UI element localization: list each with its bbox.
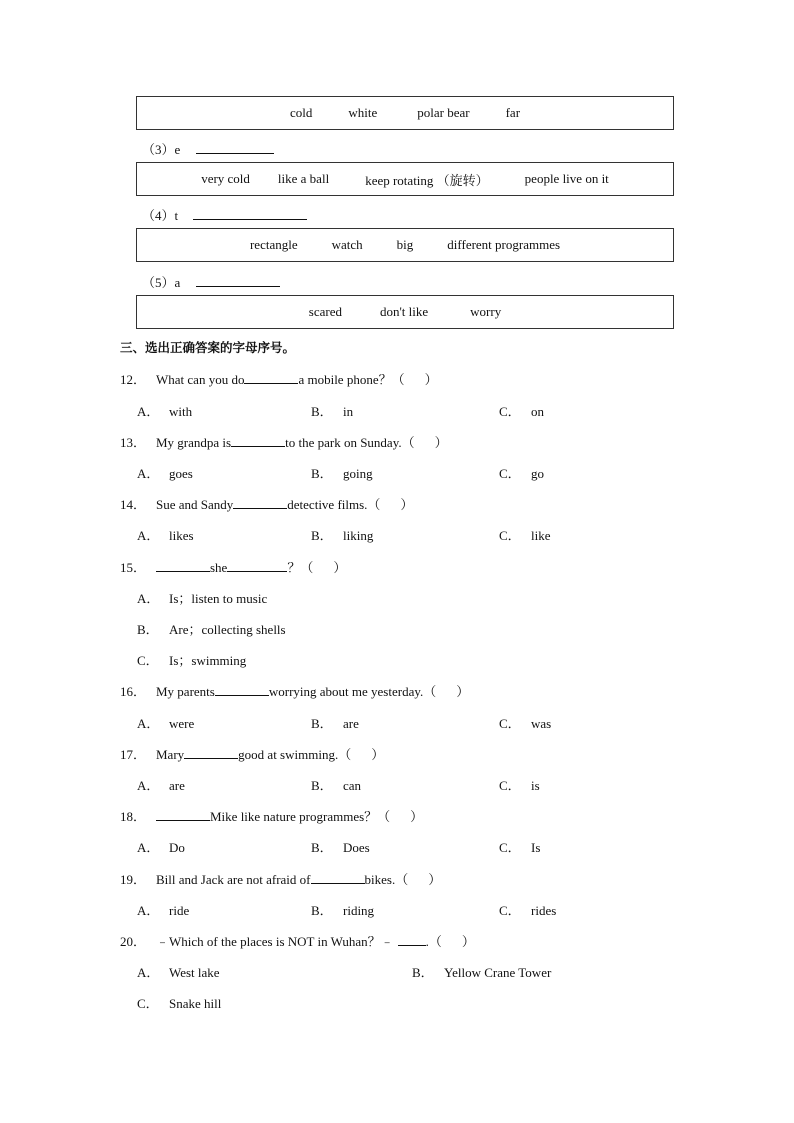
- question-text: detective films.（: [287, 497, 381, 512]
- option-label: C．: [137, 653, 159, 668]
- option-label: B．: [311, 528, 333, 543]
- q13-option-b[interactable]: [311, 463, 373, 482]
- word-box-2-word: keep rotating （旋转）: [365, 172, 489, 188]
- option-label: C．: [499, 840, 521, 855]
- question-18: [120, 806, 423, 825]
- answer-blank[interactable]: [231, 435, 285, 447]
- question-close: ）: [428, 872, 442, 887]
- option-label: A．: [137, 903, 160, 918]
- answer-blank[interactable]: [184, 747, 238, 759]
- fill-item-3: [142, 139, 274, 158]
- option-label: B．: [311, 404, 333, 419]
- answer-blank[interactable]: [215, 684, 269, 696]
- option-text: on: [531, 404, 544, 419]
- question-close: ）: [410, 809, 424, 824]
- word-box-2: [136, 162, 674, 196]
- answer-blank[interactable]: [193, 208, 307, 220]
- q20-option-b[interactable]: [412, 962, 551, 981]
- option-text: with: [169, 404, 193, 419]
- q20-option-c[interactable]: [137, 993, 221, 1012]
- answer-blank[interactable]: [156, 560, 210, 572]
- question-number: 16．: [120, 684, 147, 699]
- word-box-4-word: scared: [308, 304, 342, 319]
- q19-option-b[interactable]: [311, 900, 374, 919]
- q12-option-b[interactable]: [311, 401, 353, 420]
- answer-blank[interactable]: [398, 934, 426, 946]
- option-label: A．: [137, 591, 160, 606]
- option-text: go: [531, 466, 544, 481]
- word-box-1-word: cold: [289, 105, 313, 120]
- word-box-3: [136, 228, 674, 262]
- answer-blank[interactable]: [196, 275, 280, 287]
- question-number: 14．: [120, 497, 147, 512]
- option-text: ride: [169, 903, 190, 918]
- option-label: C．: [499, 778, 521, 793]
- option-text: Is；listen to music: [169, 591, 268, 606]
- word-box-3-word: rectangle: [249, 237, 298, 252]
- option-label: B．: [311, 840, 333, 855]
- answer-blank[interactable]: [233, 497, 287, 509]
- option-label: C．: [499, 528, 521, 543]
- option-label: B．: [311, 778, 333, 793]
- option-text: Are；collecting shells: [169, 622, 286, 637]
- option-text: West lake: [169, 965, 220, 980]
- q13-option-a[interactable]: [137, 463, 193, 482]
- option-label: C．: [499, 466, 521, 481]
- question-number: 15．: [120, 560, 147, 575]
- q16-option-a[interactable]: [137, 713, 194, 732]
- option-label: A．: [137, 840, 160, 855]
- option-label: B．: [311, 466, 333, 481]
- fill-item-label: （3）e: [142, 142, 181, 157]
- option-label: A．: [137, 716, 160, 731]
- answer-blank[interactable]: [227, 560, 287, 572]
- q18-option-a[interactable]: [137, 837, 185, 856]
- question-number: 17．: [120, 747, 147, 762]
- answer-blank[interactable]: [311, 872, 365, 884]
- question-14: [120, 494, 413, 513]
- option-text: can: [343, 778, 362, 793]
- option-label: B．: [311, 903, 333, 918]
- q17-option-b[interactable]: [311, 775, 361, 794]
- option-label: B．: [311, 716, 333, 731]
- question-close: ）: [333, 560, 347, 575]
- word-box-1-word: far: [505, 105, 521, 120]
- q17-option-a[interactable]: [137, 775, 185, 794]
- q19-option-a[interactable]: [137, 900, 189, 919]
- option-label: B．: [412, 965, 434, 980]
- question-19: [120, 869, 441, 888]
- option-label: A．: [137, 404, 160, 419]
- option-text: goes: [169, 466, 193, 481]
- question-17: [120, 744, 384, 763]
- option-text: Is；swimming: [169, 653, 247, 668]
- option-text: Yellow Crane Tower: [444, 965, 552, 980]
- word-box-3-word: different programmes: [447, 237, 561, 252]
- question-close: ）: [434, 435, 448, 450]
- word-box-1-word: polar bear: [417, 105, 470, 120]
- option-label: A．: [137, 965, 160, 980]
- question-text: Mary: [156, 747, 185, 762]
- answer-blank[interactable]: [196, 142, 274, 154]
- word-box-2-word: like a ball: [277, 171, 330, 186]
- q14-option-c[interactable]: [499, 525, 551, 544]
- question-text: .（: [425, 934, 442, 949]
- word-box-1: [136, 96, 674, 130]
- question-13: [120, 432, 448, 451]
- word-box-4-word: worry: [470, 304, 502, 319]
- option-text: liking: [343, 528, 374, 543]
- q14-option-a[interactable]: [137, 525, 194, 544]
- question-text: bikes.（: [364, 872, 409, 887]
- q18-option-c[interactable]: [499, 837, 540, 856]
- question-15: [120, 557, 346, 576]
- q12-option-c[interactable]: [499, 401, 544, 420]
- q12-option-a[interactable]: [137, 401, 192, 420]
- word-box-3-word: big: [396, 237, 414, 252]
- question-text: Mike like nature programmes？（: [210, 809, 391, 824]
- option-label: A．: [137, 528, 160, 543]
- fill-item-5: [142, 272, 280, 291]
- question-number: 19．: [120, 872, 147, 887]
- word-box-3-word: watch: [331, 237, 363, 252]
- option-text: rides: [531, 903, 557, 918]
- question-number: 12．: [120, 372, 147, 387]
- option-text: was: [531, 716, 552, 731]
- option-label: C．: [499, 404, 521, 419]
- question-number: 13．: [120, 435, 147, 450]
- option-text: going: [343, 466, 373, 481]
- section-title: 三、选出正确答案的字母序号。: [120, 340, 296, 355]
- question-close: ）: [400, 497, 414, 512]
- q17-option-c[interactable]: [499, 775, 540, 794]
- word-box-4-word: don't like: [379, 304, 429, 319]
- question-text: to the park on Sunday.（: [285, 435, 415, 450]
- fill-item-label: （5）a: [142, 275, 181, 290]
- question-12: [120, 369, 438, 388]
- question-number: 18．: [120, 809, 147, 824]
- question-text: My parents: [156, 684, 215, 699]
- word-box-1-word: white: [348, 105, 378, 120]
- option-text: Does: [343, 840, 370, 855]
- word-box-2-word: people live on it: [524, 171, 609, 186]
- question-close: ）: [424, 372, 438, 387]
- word-box-2-word: very cold: [201, 171, 250, 186]
- q14-option-b[interactable]: [311, 525, 373, 544]
- question-text: worrying about me yesterday.（: [268, 684, 437, 699]
- question-text: a mobile phone？（: [298, 372, 405, 387]
- option-text: Is: [531, 840, 541, 855]
- option-text: are: [169, 778, 185, 793]
- option-text: riding: [343, 903, 375, 918]
- q19-option-c[interactable]: [499, 900, 556, 919]
- option-label: C．: [499, 716, 521, 731]
- question-text: My grandpa is: [156, 435, 232, 450]
- answer-blank[interactable]: [156, 809, 210, 821]
- question-text: ？（: [287, 560, 314, 575]
- question-16: [120, 681, 469, 700]
- q18-option-b[interactable]: [311, 837, 370, 856]
- fill-item-4: [142, 205, 307, 224]
- question-text: ﹣Which of the places is NOT in Wuhan？﹣: [156, 934, 394, 949]
- question-close: ）: [371, 747, 385, 762]
- question-text: good at swimming.（: [238, 747, 352, 762]
- answer-blank[interactable]: [244, 372, 298, 384]
- option-text: like: [531, 528, 551, 543]
- question-close: ）: [461, 934, 475, 949]
- question-number: 20．: [120, 934, 147, 949]
- question-text: What can you do: [156, 372, 245, 387]
- q15-option-c[interactable]: [137, 650, 246, 669]
- option-label: A．: [137, 466, 160, 481]
- option-text: were: [169, 716, 195, 731]
- question-text: Bill and Jack are not afraid of: [156, 872, 311, 887]
- question-text: she: [210, 560, 228, 575]
- option-text: are: [343, 716, 359, 731]
- option-label: B．: [137, 622, 159, 637]
- q16-option-b[interactable]: [311, 713, 359, 732]
- q15-option-a[interactable]: [137, 588, 267, 607]
- question-20: [120, 931, 475, 950]
- q16-option-c[interactable]: [499, 713, 551, 732]
- q13-option-c[interactable]: [499, 463, 544, 482]
- question-text: Sue and Sandy: [156, 497, 234, 512]
- fill-item-label: （4）t: [142, 208, 179, 223]
- q15-option-b[interactable]: [137, 619, 286, 638]
- word-box-4: [136, 295, 674, 329]
- option-text: likes: [169, 528, 194, 543]
- option-text: Snake hill: [169, 996, 222, 1011]
- option-label: C．: [137, 996, 159, 1011]
- option-label: C．: [499, 903, 521, 918]
- option-label: A．: [137, 778, 160, 793]
- q20-option-a[interactable]: [137, 962, 220, 981]
- option-text: Do: [169, 840, 185, 855]
- option-text: in: [343, 404, 354, 419]
- option-text: is: [531, 778, 540, 793]
- question-close: ）: [456, 684, 470, 699]
